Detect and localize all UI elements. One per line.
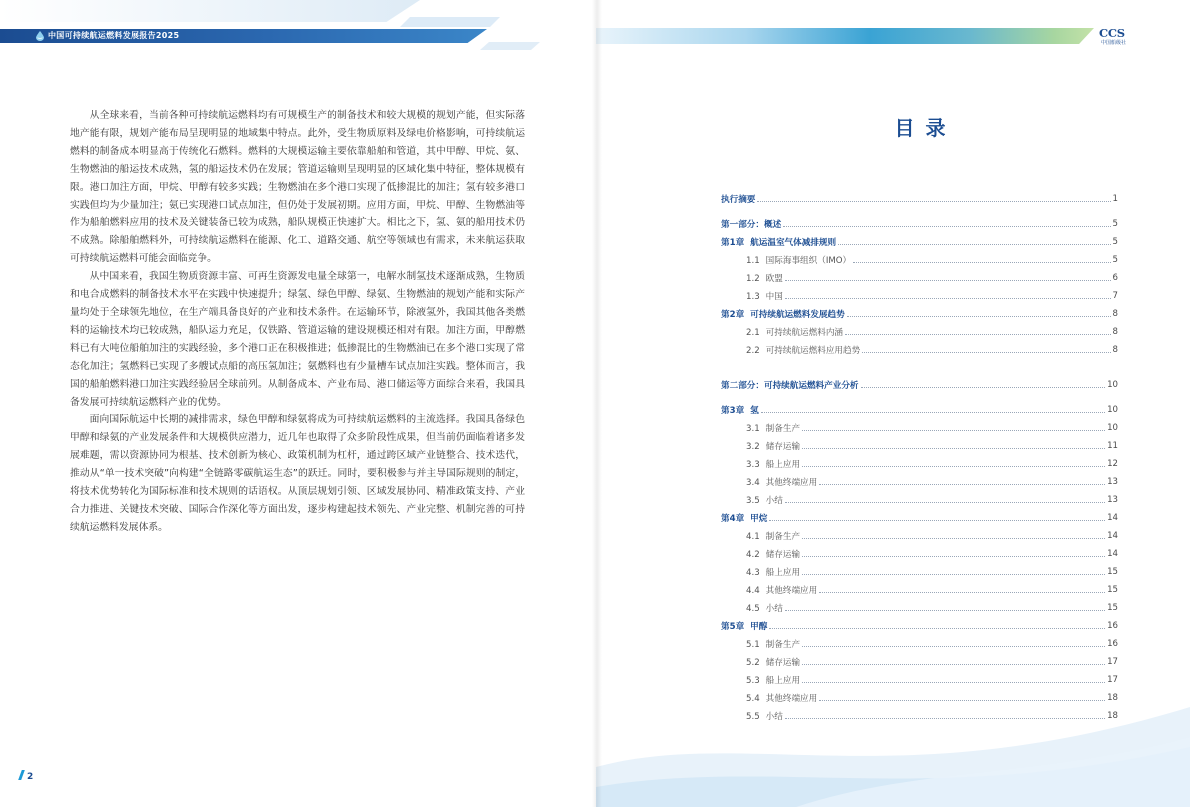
toc-entry-label (721, 218, 781, 230)
paragraph: 面向国际航运中长期的减排需求，绿色甲醇和绿氨将成为可持续航运燃料的主流选择。我国具备绿色甲醇和绿氨的产业发展条件和大规模供应潜力，近几年也取得了众多阶段性成果，但当前仍面临着诸多发展难题，需以资源协同为根基、技术创新为核心、政策机制为杠杆，通过跨区域产业链整合、技术迭代，推动从“单一技术突破”向构建“全链路零碳航运生态”的跃迁。同时，要积极参与并主导国际规则的制定，将技术优势转化为国际标准和技术规则的话语权。从顶层规划引领、区域发展协同、精准政策支持、产业合力推进、关键技术突破、国际合作深化等方面出发，逐步构建起技术领先、产业完整、机制完善的可持续航运燃料发展体系。 (70, 414, 525, 533)
toc-entry-page: 5 (1112, 237, 1118, 247)
toc-entry-page: 5 (1112, 219, 1118, 229)
toc-entry-page: 15 (1107, 603, 1118, 613)
toc-entry-number: 4.4 (746, 586, 760, 596)
toc-leader-dots (769, 520, 1105, 521)
toc-entry-page: 8 (1112, 309, 1118, 319)
toc-entry-number: 3.2 (746, 442, 760, 452)
wave-decoration (596, 647, 1190, 807)
toc-entry-page: 18 (1107, 711, 1118, 721)
toc-entry-label (746, 566, 800, 578)
toc-entry[interactable] (721, 235, 1118, 249)
toc-entry[interactable] (721, 511, 1118, 525)
toc-entry-page: 15 (1107, 585, 1118, 595)
toc-entry-number: 5.1 (746, 640, 760, 650)
toc-leader-dots (785, 610, 1105, 611)
header-gradient-bar (596, 28, 1094, 44)
toc-entry-page: 12 (1107, 459, 1118, 469)
toc-entry-label (746, 290, 783, 302)
toc-entry-text: 储存运输 (765, 658, 801, 668)
toc-leader-dots (861, 387, 1106, 388)
toc-entry-text: 储存运输 (765, 550, 801, 560)
toc-leader-dots (847, 316, 1111, 317)
toc-leader-dots (845, 334, 1111, 335)
toc-leader-dots (785, 502, 1105, 503)
toc-entry-text: 国际海事组织（IMO） (765, 256, 852, 266)
toc-entry-number: 2.1 (746, 328, 760, 338)
toc-leader-dots (802, 466, 1105, 467)
toc-entry[interactable] (721, 378, 1118, 392)
toc-entry-label (721, 193, 755, 205)
page-spine (592, 0, 602, 807)
slash-icon (18, 770, 25, 780)
toc-entry-number: 5.3 (746, 676, 760, 686)
toc-entry[interactable] (721, 253, 1118, 267)
toc-entry-label (721, 620, 767, 632)
toc-entry-number: 3.3 (746, 460, 760, 470)
toc-entry-page: 5 (1112, 255, 1118, 265)
toc-entry-number: 第1章 (721, 238, 745, 248)
toc-entry-number: 1.2 (746, 274, 760, 284)
toc-entry-text: 执行摘要 (721, 195, 756, 205)
toc-entry-number: 4.3 (746, 568, 760, 578)
toc-leader-dots (853, 262, 1110, 263)
toc-entry-text: 制备生产 (765, 532, 801, 542)
toc-entry-text: 氢 (750, 406, 759, 416)
toc-leader-dots (802, 556, 1105, 557)
logo-subtext: 中国船级社 (1101, 40, 1127, 46)
toc-entry-text: 其他终端应用 (765, 694, 818, 704)
toc-entry[interactable] (721, 601, 1118, 615)
toc-entry-label (746, 548, 800, 560)
toc-entry-text: 船上应用 (765, 676, 801, 686)
toc-leader-dots (802, 538, 1105, 539)
toc-entry-number: 4.2 (746, 550, 760, 560)
toc-entry-text: 中国 (765, 292, 783, 302)
toc-entry-page: 15 (1107, 567, 1118, 577)
toc-entry-text: 其他终端应用 (765, 586, 818, 596)
toc-entry-page: 16 (1107, 621, 1118, 631)
toc-entry-text: 船上应用 (765, 460, 801, 470)
toc-entry-text: 储存运输 (765, 442, 801, 452)
toc-entry-label (721, 379, 859, 391)
paragraph: 从中国来看，我国生物质资源丰富、可再生资源发电量全球第一，电解水制氢技术逐渐成熟，生物质和电合成燃料的制备技术水平在实践中快速提升；绿氢、绿色甲醇、绿氨、生物燃油的规划产能和实际产量均处于全球领先地位，在生产端具备良好的产业和技术条件。在运输环节，除液氢外，我国其他各类燃料的运输技术均已较成熟，船队运力充足，仅铁路、管道运输的建设规模还相对有限。加注方面，甲醇燃料已有大吨位船舶加注的实践经验，多个港口正在积极推进；低掺混比的生物燃油已在多个港口实现了常态化加注；氢燃料已实现了多艘试点船的高压氢加注；氨燃料也有少量槽车试点加注实践。整体而言，我国的船舶燃料港口加注实践经验居全球前列。从制备成本、产业布局、港口储运等方面综合来看，我国具备发展可持续航运燃料产业的优势。 (70, 271, 525, 408)
toc-entry-label (746, 494, 783, 506)
page-number-text: 2 (27, 772, 34, 782)
toc-leader-dots (785, 298, 1111, 299)
toc-entry-page: 14 (1107, 513, 1118, 523)
toc-entry-page: 14 (1107, 549, 1118, 559)
toc-entry-page: 10 (1107, 405, 1118, 415)
toc-entry-page: 8 (1112, 345, 1118, 355)
toc-entry-label (746, 584, 817, 596)
toc-leader-dots (838, 244, 1110, 245)
toc-entry-text: 欧盟 (765, 274, 783, 284)
toc-entry[interactable] (721, 565, 1118, 579)
toc-title: 目 录 (894, 116, 948, 140)
toc-entry-text: 第二部分：可持续航运燃料产业分析 (721, 381, 859, 391)
toc-entry[interactable] (721, 289, 1118, 303)
toc-leader-dots (757, 201, 1110, 202)
toc-entry-page: 1 (1112, 194, 1118, 204)
toc-entry-page: 17 (1107, 657, 1118, 667)
toc-entry-text: 第一部分：概述 (721, 220, 782, 230)
right-page (596, 0, 1190, 807)
toc-leader-dots (819, 592, 1105, 593)
header-stripe (480, 42, 540, 50)
toc-entry[interactable] (721, 421, 1118, 435)
toc-entry[interactable] (721, 475, 1118, 489)
toc-entry-label (746, 272, 783, 284)
ccs-logo (1099, 26, 1133, 48)
toc-entry-label (746, 326, 843, 338)
toc-entry-text: 制备生产 (765, 424, 801, 434)
toc-leader-dots (761, 412, 1105, 413)
toc-entry[interactable] (721, 529, 1118, 543)
toc-entry-label (746, 530, 800, 542)
toc-entry-page: 7 (1112, 291, 1118, 301)
toc-entry-text: 其他终端应用 (765, 478, 818, 488)
toc-entry-page: 10 (1107, 380, 1118, 390)
toc-entry-page: 17 (1107, 675, 1118, 685)
paragraph: 从全球来看，当前各种可持续航运燃料均有可规模生产的制备技术和较大规模的规划产能，但实际落地产能有限，规划产能布局呈现明显的地域集中特点。此外，受生物质原料及绿电价格影响，可持续航运燃料的制备成本明显高于传统化石燃料。燃料的大规模运输主要依靠船舶和管道，其中甲醇、甲烷、氨、生物燃油的船运技术成熟，氢的船运技术仍在发展；管道运输则呈现明显的区域化集中特征，整体规模有限。港口加注方面，甲烷、甲醇有较多实践；生物燃油在多个港口实现了低掺混比的加注；氢有较多港口实践但均为少量加注；氨已实现港口试点加注，但仍处于发展初期。应用方面，甲烷、甲醇、生物燃油等作为船舶燃料应用的技术及关键装备已较为成熟，船队规模正快速扩大。相比之下，氢、氨的船用技术仍不成熟。除船舶燃料外，可持续航运燃料在能源、化工、道路交通、航空等领域也有需求，未来航运获取可持续航运燃料可能会面临竞争。 (70, 110, 525, 265)
toc-entry-number: 4.1 (746, 532, 760, 542)
toc-entry-number: 5.2 (746, 658, 760, 668)
toc-entry-page: 14 (1107, 531, 1118, 541)
toc-entry-text: 小结 (765, 496, 783, 506)
toc-entry[interactable] (721, 619, 1118, 633)
toc-entry[interactable] (721, 217, 1118, 231)
toc-entry-label (721, 512, 767, 524)
toc-entry-text: 甲烷 (750, 514, 768, 524)
drop-logo-icon (36, 31, 44, 41)
toc-entry-label (746, 440, 800, 452)
toc-entry-page: 10 (1107, 423, 1118, 433)
toc-entry-label (746, 344, 860, 356)
toc-entry-label (746, 254, 851, 266)
toc-entry-text: 制备生产 (765, 640, 801, 650)
toc-entry-text: 可持续航运燃料发展趋势 (750, 310, 845, 320)
toc-entry[interactable] (721, 493, 1118, 507)
toc-leader-dots (783, 226, 1110, 227)
toc-entry[interactable] (721, 192, 1118, 206)
toc-entry-page: 16 (1107, 639, 1118, 649)
report-title: 中国可持续航运燃料发展报告2025 (48, 31, 180, 40)
toc-entry-label (746, 458, 800, 470)
toc-entry-page: 18 (1107, 693, 1118, 703)
toc-leader-dots (862, 352, 1110, 353)
toc-entry[interactable] (721, 547, 1118, 561)
toc-leader-dots (802, 448, 1105, 449)
toc-entry-text: 可持续航运燃料应用趋势 (765, 346, 861, 356)
toc-entry[interactable] (721, 307, 1118, 321)
toc-entry[interactable] (721, 343, 1118, 357)
toc-leader-dots (802, 574, 1105, 575)
toc-entry-number: 第3章 (721, 406, 745, 416)
toc-entry-number: 1.1 (746, 256, 760, 266)
toc-entry-page: 13 (1107, 495, 1118, 505)
toc-entry[interactable] (721, 403, 1118, 417)
page-number (20, 770, 33, 782)
toc-entry-number: 3.4 (746, 478, 760, 488)
header-stripe (0, 0, 420, 22)
toc-entry-number: 第4章 (721, 514, 745, 524)
toc-entry-number: 1.3 (746, 292, 760, 302)
toc-entry-label (746, 476, 817, 488)
toc-entry-page: 6 (1112, 273, 1118, 283)
toc-entry-text: 甲醇 (750, 622, 768, 632)
toc-leader-dots (769, 628, 1105, 629)
logo-text: CCS (1099, 26, 1125, 40)
toc-entry-number: 4.5 (746, 604, 760, 614)
toc-entry[interactable] (721, 325, 1118, 339)
toc-entry-number: 2.2 (746, 346, 760, 356)
toc-entry-number: 第5章 (721, 622, 745, 632)
toc-entry[interactable] (721, 439, 1118, 453)
toc-entry-number: 5.4 (746, 694, 760, 704)
toc-entry-page: 8 (1112, 327, 1118, 337)
toc-leader-dots (802, 430, 1105, 431)
toc-entry-page: 11 (1107, 441, 1118, 451)
body-text (70, 107, 525, 537)
toc-entry-text: 小结 (765, 712, 783, 722)
toc-entry-label (746, 602, 783, 614)
toc-entry-label (721, 236, 836, 248)
header-stripe (400, 17, 500, 27)
toc-entry-number: 3.5 (746, 496, 760, 506)
toc-entry-label (721, 308, 845, 320)
toc-entry[interactable] (721, 271, 1118, 285)
toc-leader-dots (819, 484, 1105, 485)
toc-entry-number: 第2章 (721, 310, 745, 320)
toc-entry-page: 13 (1107, 477, 1118, 487)
toc-entry-text: 可持续航运燃料内涵 (765, 328, 844, 338)
toc-entry-number: 3.1 (746, 424, 760, 434)
toc-entry-text: 船上应用 (765, 568, 801, 578)
toc-entry-text: 小结 (765, 604, 783, 614)
toc-entry[interactable] (721, 457, 1118, 471)
toc-leader-dots (785, 280, 1111, 281)
toc-entry-text: 航运温室气体减排规则 (750, 238, 837, 248)
toc-entry-label (721, 404, 759, 416)
toc-entry-label (746, 422, 800, 434)
toc-entry[interactable] (721, 583, 1118, 597)
toc-entry-number: 5.5 (746, 712, 760, 722)
